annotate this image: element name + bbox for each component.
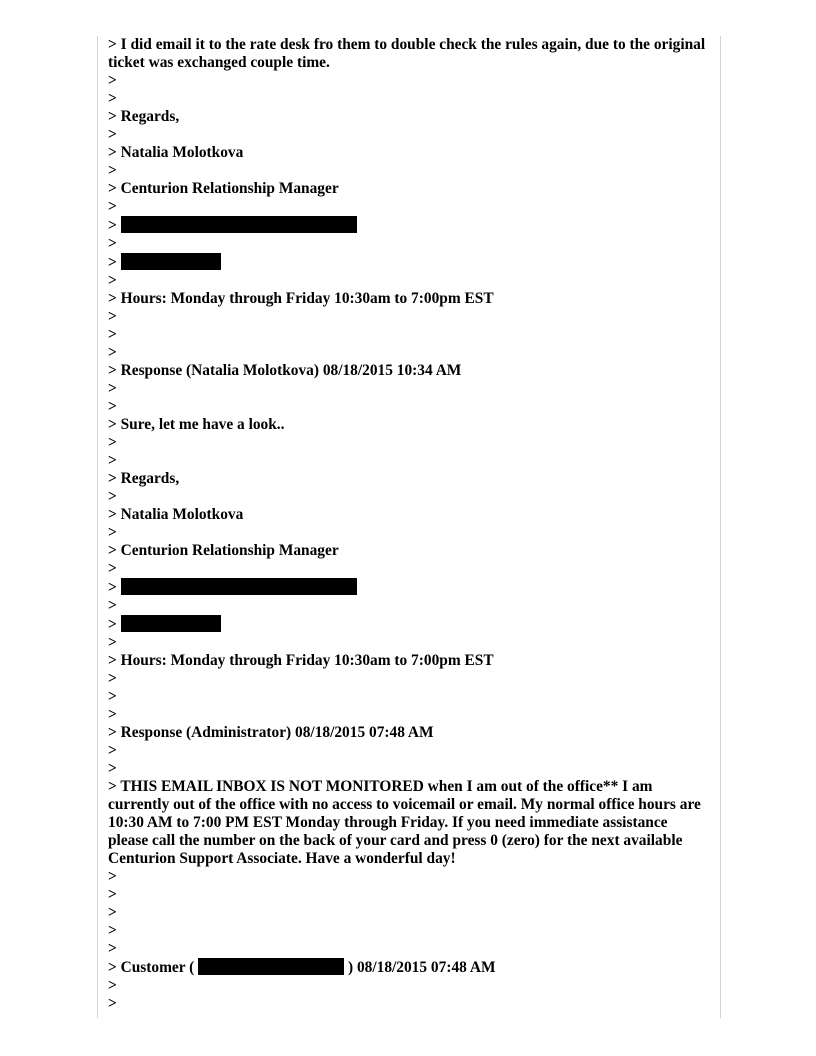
quoted-line: > Response (Natalia Molotkova) 08/18/2015 10:34 AM: [108, 362, 462, 379]
quoted-line: > Regards,: [108, 108, 180, 125]
line-prefix: >: [108, 254, 121, 271]
quoted-line: >: [108, 634, 117, 651]
line-prefix: > Customer (: [108, 959, 199, 976]
redacted-line: [108, 958, 708, 977]
quoted-line: >: [108, 380, 117, 397]
quoted-line: >: [108, 670, 117, 687]
quoted-line: > Sure, let me have a look..: [108, 416, 285, 433]
quoted-line: > THIS EMAIL INBOX IS NOT MONITORED when I am out of the office** I am currently out of the office with no access to voicemail or email. My normal office hours are 10:30 AM to 7:00 PM EST Monday through Friday. If you need immediate assistance please call the number on the back of your card and press 0 (zero) for the next available Centurion Support Associate. Have a wonderful day!: [108, 778, 705, 867]
quoted-line: >: [108, 524, 117, 541]
quoted-line: >: [108, 904, 117, 921]
quoted-line: >: [108, 235, 117, 252]
redacted-line: [108, 253, 708, 272]
line-suffix: ) 08/18/2015 07:48 AM: [344, 959, 496, 976]
line-prefix: >: [108, 616, 121, 633]
quoted-line: >: [108, 162, 117, 179]
quoted-line: >: [108, 922, 117, 939]
redacted-line: [108, 578, 708, 597]
quoted-line: > Regards,: [108, 470, 180, 487]
quoted-line: >: [108, 995, 117, 1012]
redaction-bar: [121, 216, 357, 233]
redaction-bar: [198, 958, 344, 975]
quoted-line: >: [108, 940, 117, 957]
quoted-line: > Response (Administrator) 08/18/2015 07:48 AM: [108, 724, 434, 741]
quoted-line: >: [108, 344, 117, 361]
quoted-line: >: [108, 597, 117, 614]
quoted-line: > Centurion Relationship Manager: [108, 180, 339, 197]
quoted-line: > Hours: Monday through Friday 10:30am to 7:00pm EST: [108, 290, 494, 307]
redaction-bar: [121, 253, 221, 270]
quoted-line: >: [108, 977, 117, 994]
line-prefix: >: [108, 217, 121, 234]
quoted-line: >: [108, 742, 117, 759]
quoted-line: >: [108, 886, 117, 903]
redacted-line: [108, 216, 708, 235]
quoted-line: > I did email it to the rate desk fro them to double check the rules again, due to the original ticket was exchanged couple time.: [108, 36, 710, 71]
quoted-line: >: [108, 72, 117, 89]
quoted-line: >: [108, 126, 117, 143]
quoted-line: > Natalia Molotkova: [108, 506, 244, 523]
quoted-line: >: [108, 688, 117, 705]
quoted-line: >: [108, 198, 117, 215]
quoted-line: >: [108, 90, 117, 107]
quoted-line: > Natalia Molotkova: [108, 144, 244, 161]
quoted-line: >: [108, 488, 117, 505]
quoted-line: >: [108, 398, 117, 415]
redacted-line: [108, 615, 708, 634]
quoted-line: >: [108, 308, 117, 325]
quoted-line: > Hours: Monday through Friday 10:30am to 7:00pm EST: [108, 652, 494, 669]
quoted-line: >: [108, 868, 117, 885]
quoted-line: >: [108, 434, 117, 451]
redaction-bar: [121, 615, 221, 632]
quoted-line: >: [108, 326, 117, 343]
quoted-line: > Centurion Relationship Manager: [108, 542, 339, 559]
quoted-line: >: [108, 706, 117, 723]
quoted-line: >: [108, 452, 117, 469]
quoted-line: >: [108, 760, 117, 777]
email-thread-body: [108, 36, 708, 1013]
quoted-line: >: [108, 272, 117, 289]
quoted-line: >: [108, 560, 117, 577]
line-prefix: >: [108, 579, 121, 596]
redaction-bar: [121, 578, 357, 595]
